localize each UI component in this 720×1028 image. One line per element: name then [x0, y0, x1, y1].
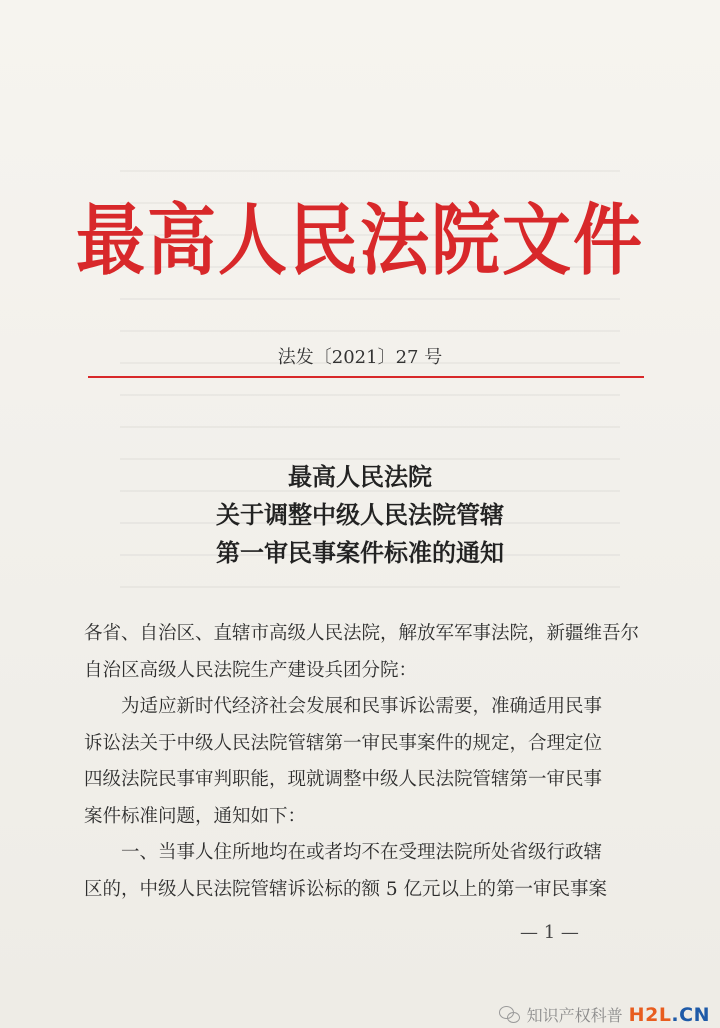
- body-line: 区的，中级人民法院管辖诉讼标的额 5 亿元以上的第一审民事案: [84, 878, 608, 900]
- title-line-3: 第一审民事案件标准的通知: [216, 538, 504, 567]
- title-line-2: 关于调整中级人民法院管辖: [216, 500, 504, 529]
- letterhead-title: 最高人民法院文件: [76, 196, 644, 286]
- body-line: 自治区高级人民法院生产建设兵团分院：: [84, 659, 418, 681]
- h2l-logo: H2L.CN: [628, 1003, 710, 1026]
- page-number: — 1 —: [520, 922, 579, 943]
- notice-title: [0, 458, 720, 572]
- watermark: [499, 1003, 710, 1026]
- body-line: 一、当事人住所地均在或者均不在受理法院所处省级行政辖: [121, 842, 603, 863]
- title-line-1: 最高人民法院: [288, 462, 432, 491]
- body-line: 四级法院民事审判职能，现就调整中级人民法院管辖第一审民事: [84, 769, 603, 790]
- body-line: 诉讼法关于中级人民法院管辖第一审民事案件的规定，合理定位: [84, 732, 603, 754]
- document-number: 法发〔2021〕27 号: [277, 347, 443, 368]
- red-divider-line: [88, 376, 644, 378]
- body-line: 为适应新时代经济社会发展和民事诉讼需要，准确适用民事: [121, 696, 603, 717]
- wechat-icon: [499, 1006, 521, 1024]
- body-line: 各省、自治区、直辖市高级人民法院，解放军军事法院，新疆维吾尔: [84, 623, 640, 644]
- notice-body: [84, 616, 644, 908]
- body-line: 案件标准问题，通知如下：: [84, 805, 307, 827]
- watermark-account: 知识产权科普: [526, 1006, 623, 1025]
